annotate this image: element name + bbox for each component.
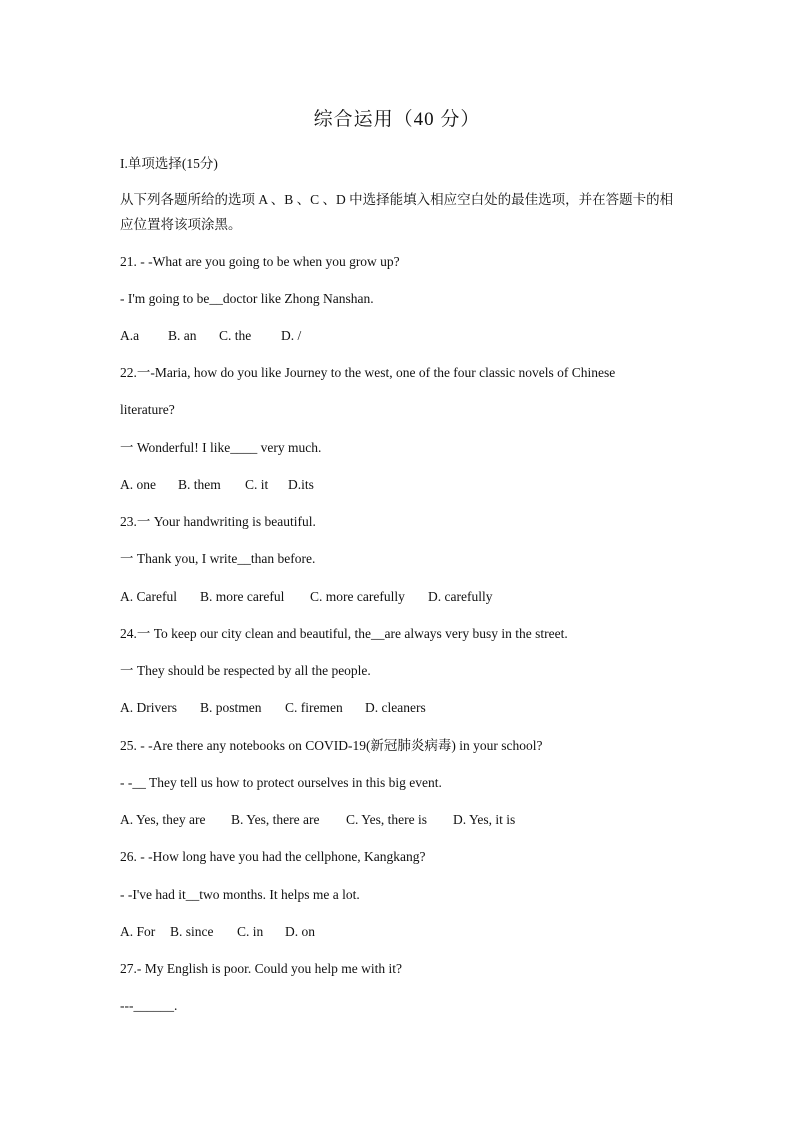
section-heading: I.单项选择(15分) [120, 156, 218, 171]
option-a[interactable]: A.a [120, 328, 140, 343]
question-21-answer-line: - I'm going to be__doctor like Zhong Nanshan. [120, 291, 374, 306]
question-21-stem: 21. - -What are you going to be when you grow up? [120, 254, 400, 269]
option-c[interactable]: C. more carefully [310, 589, 405, 604]
question-26-options [120, 923, 315, 941]
option-b[interactable]: B. more careful [200, 589, 285, 604]
question-27-answer-line: ---______. [120, 998, 178, 1013]
question-26-stem: 26. - -How long have you had the cellphone, Kangkang? [120, 849, 426, 864]
option-b[interactable]: B. postmen [200, 700, 262, 715]
option-b[interactable]: B. an [168, 328, 197, 343]
question-26-answer-line: - -I've had it__two months. It helps me a lot. [120, 887, 360, 902]
option-a[interactable]: A. Yes, they are [120, 812, 206, 827]
option-d[interactable]: D. Yes, it is [453, 812, 516, 827]
question-22-answer-line: 一 Wonderful! I like____ very much. [120, 440, 322, 455]
option-a[interactable]: A. Careful [120, 589, 177, 604]
option-c[interactable]: C. it [245, 477, 269, 492]
option-a[interactable]: A. Drivers [120, 700, 177, 715]
question-25-answer-line: - -__ They tell us how to protect ourselves in this big event. [120, 775, 442, 790]
option-d[interactable]: D. on [285, 924, 315, 939]
option-c[interactable]: C. firemen [285, 700, 343, 715]
option-d[interactable]: D. / [281, 328, 302, 343]
question-24-options [120, 699, 426, 717]
question-23-options [120, 588, 492, 606]
option-c[interactable]: C. in [237, 924, 264, 939]
option-c[interactable]: C. Yes, there is [346, 812, 428, 827]
option-d[interactable]: D.its [288, 477, 314, 492]
option-a[interactable]: A. For [120, 924, 156, 939]
question-22-stem: 22.一-Maria, how do you like Journey to the west, one of the four classic novels of Chinese [120, 365, 616, 380]
question-21-options [120, 327, 301, 345]
question-24-stem: 24.一 To keep our city clean and beautiful, the__are always very busy in the street. [120, 626, 568, 641]
question-22-options [120, 476, 314, 494]
question-23-answer-line: 一 Thank you, I write__than before. [120, 551, 316, 566]
option-a[interactable]: A. one [120, 477, 156, 492]
question-25-stem: 25. - -Are there any notebooks on COVID-19(新冠肺炎病毒) in your school? [120, 738, 543, 753]
option-c[interactable]: C. the [219, 328, 252, 343]
option-d[interactable]: D. carefully [428, 589, 493, 604]
page-title: 综合运用（40 分） [313, 109, 481, 130]
question-24-answer-line: 一 They should be respected by all the people. [120, 663, 371, 678]
question-23-stem: 23.一 Your handwriting is beautiful. [120, 514, 316, 529]
question-27-stem: 27.- My English is poor. Could you help me with it? [120, 961, 402, 976]
question-22-stem-continued: literature? [120, 402, 175, 417]
question-25-options [120, 811, 515, 829]
option-b[interactable]: B. since [170, 924, 214, 939]
option-b[interactable]: B. Yes, there are [231, 812, 320, 827]
section-instruction: 从下列各题所给的选项 A 、B 、C 、D 中选择能填入相应空白处的最佳选项，并在答题卡的相应位置将该项涂黑。 [120, 192, 674, 232]
option-d[interactable]: D. cleaners [365, 700, 426, 715]
option-b[interactable]: B. them [178, 477, 221, 492]
